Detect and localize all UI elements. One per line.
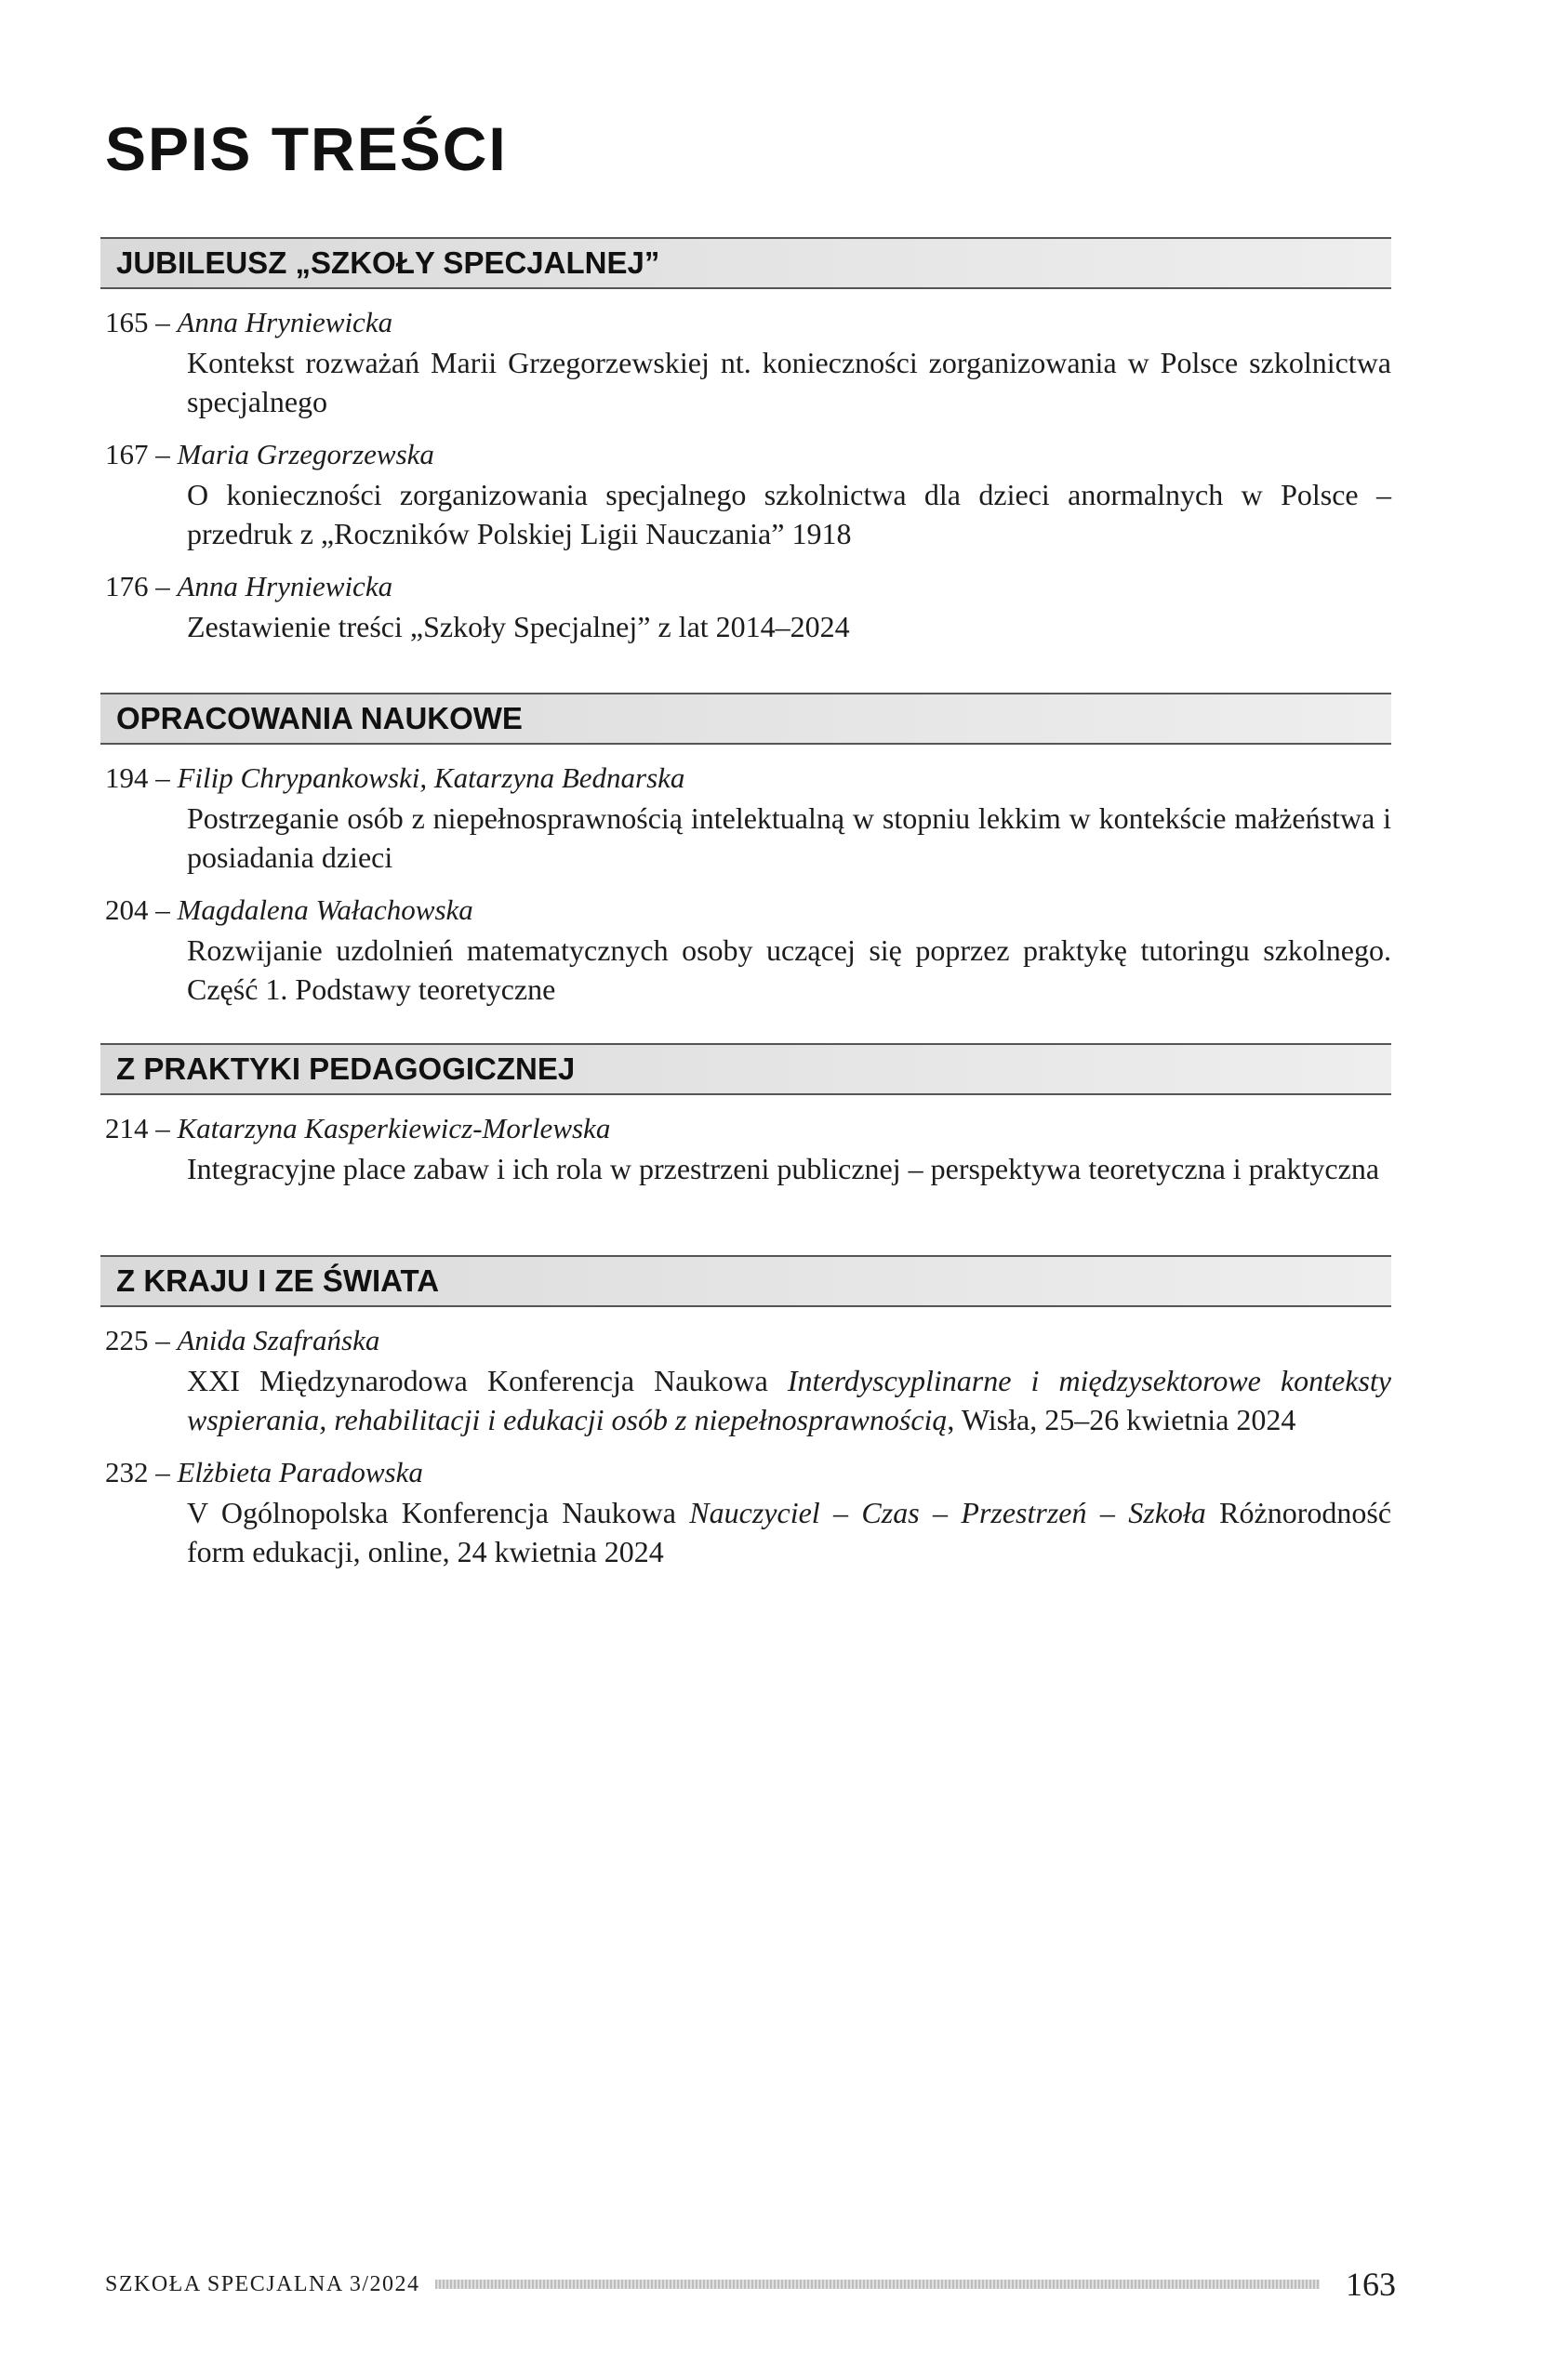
- entry-dash: –: [148, 438, 178, 470]
- entry-author: Elżbieta Paradowska: [177, 1456, 423, 1488]
- entry-title: Postrzeganie osób z niepełnosprawnością intelektualną w stopniu lekkim w kontekście małżeństwa i posiadania dzieci: [187, 801, 1391, 874]
- entry-dash: –: [148, 570, 178, 602]
- footer-rule: [435, 2280, 1320, 2289]
- section-header: JUBILEUSZ „SZKOŁY SPECJALNEJ”: [100, 237, 1391, 289]
- page-footer: [105, 2265, 1396, 2304]
- entry-page-number: 214: [105, 1112, 149, 1144]
- entry-page-number: 165: [105, 306, 149, 338]
- footer-page-number: 163: [1346, 2266, 1396, 2303]
- entry-title: Kontekst rozważań Marii Grzegorzewskiej nt. konieczności zorganizowania w Polsce szkolnictwa specjalnego: [187, 346, 1391, 418]
- entry-page-number: 194: [105, 761, 149, 794]
- entry-dash: –: [148, 761, 178, 794]
- entry-page-number: 204: [105, 893, 149, 926]
- section-header: OPRACOWANIA NAUKOWE: [100, 693, 1391, 745]
- entry-head: [105, 434, 1391, 475]
- entry-head: [105, 1108, 1391, 1149]
- entry-title-part: V Ogólnopolska Konferencja Naukowa: [187, 1496, 690, 1529]
- entry-head: [105, 566, 1391, 607]
- entry-author: Anida Szafrańska: [177, 1324, 380, 1356]
- entry-dash: –: [148, 1112, 178, 1144]
- entry-title-part: Różnorodność form edukacji, online, 24 kwietnia 2024: [187, 1496, 1392, 1568]
- page-title: SPIS TREŚCI: [105, 114, 508, 183]
- toc-entry[interactable]: [100, 890, 1391, 1009]
- entry-title: [187, 1493, 1391, 1571]
- entry-title: O konieczności zorganizowania specjalnego szkolnictwa dla dzieci anormalnych w Polsce – przedruk z „Roczników Polskiej Ligii Nauczania” 1918: [187, 478, 1391, 550]
- entry-head: [105, 1452, 1391, 1493]
- toc-section: [100, 1255, 1391, 1571]
- entry-dash: –: [148, 893, 178, 926]
- entry-head: [105, 302, 1391, 343]
- entry-title: Zestawienie treści „Szkoły Specjalnej” z lat 2014–2024: [187, 610, 850, 643]
- toc-section: [100, 237, 1391, 646]
- toc-entry[interactable]: [100, 434, 1391, 553]
- entry-author: Magdalena Wałachowska: [177, 893, 473, 926]
- entry-title-italic: Nauczyciel – Czas – Przestrzeń – Szkoła: [689, 1496, 1206, 1529]
- entry-page-number: 225: [105, 1324, 149, 1356]
- entry-title-part: XXI Międzynarodowa Konferencja Naukowa: [187, 1364, 788, 1397]
- entry-author: Filip Chrypankowski, Katarzyna Bednarska: [177, 761, 685, 794]
- entry-title: [187, 1361, 1391, 1439]
- toc-entry[interactable]: [100, 1320, 1391, 1439]
- toc-section: [100, 693, 1391, 1009]
- entry-title-italic: Interdyscyplinarne i międzysektorowe konteksty wspierania, rehabilitacji i edukacji osób z niepełnosprawnością: [187, 1364, 1392, 1436]
- toc-entry[interactable]: [100, 1108, 1391, 1188]
- entry-author: Katarzyna Kasperkiewicz-Morlewska: [177, 1112, 611, 1144]
- section-header: Z PRAKTYKI PEDAGOGICZNEJ: [100, 1043, 1391, 1095]
- entry-title: Rozwijanie uzdolnień matematycznych osoby uczącej się poprzez praktykę tutoringu szkolnego. Część 1. Podstawy teoretyczne: [187, 933, 1391, 1006]
- toc-entry[interactable]: [100, 566, 1391, 646]
- entry-page-number: 176: [105, 570, 149, 602]
- entry-page-number: 167: [105, 438, 149, 470]
- entry-head: [105, 890, 1391, 931]
- entry-title-part: , Wisła, 25–26 kwietnia 2024: [947, 1403, 1296, 1436]
- entry-dash: –: [148, 1456, 178, 1488]
- footer-journal-name: SZKOŁA SPECJALNA 3/2024: [105, 2271, 420, 2296]
- entry-page-number: 232: [105, 1456, 149, 1488]
- toc-entry[interactable]: [100, 1452, 1391, 1571]
- entry-head: [105, 758, 1391, 799]
- toc-section: [100, 1043, 1391, 1188]
- entry-dash: –: [148, 1324, 178, 1356]
- entry-title: Integracyjne place zabaw i ich rola w przestrzeni publicznej – perspektywa teoretyczna i praktyczna: [187, 1152, 1380, 1185]
- entry-author: Anna Hryniewicka: [177, 306, 393, 338]
- entry-author: Anna Hryniewicka: [177, 570, 393, 602]
- entry-dash: –: [148, 306, 178, 338]
- toc-entry[interactable]: [100, 302, 1391, 421]
- entry-author: Maria Grzegorzewska: [177, 438, 434, 470]
- toc-entry[interactable]: [100, 758, 1391, 877]
- section-header: Z KRAJU I ZE ŚWIATA: [100, 1255, 1391, 1307]
- entry-head: [105, 1320, 1391, 1361]
